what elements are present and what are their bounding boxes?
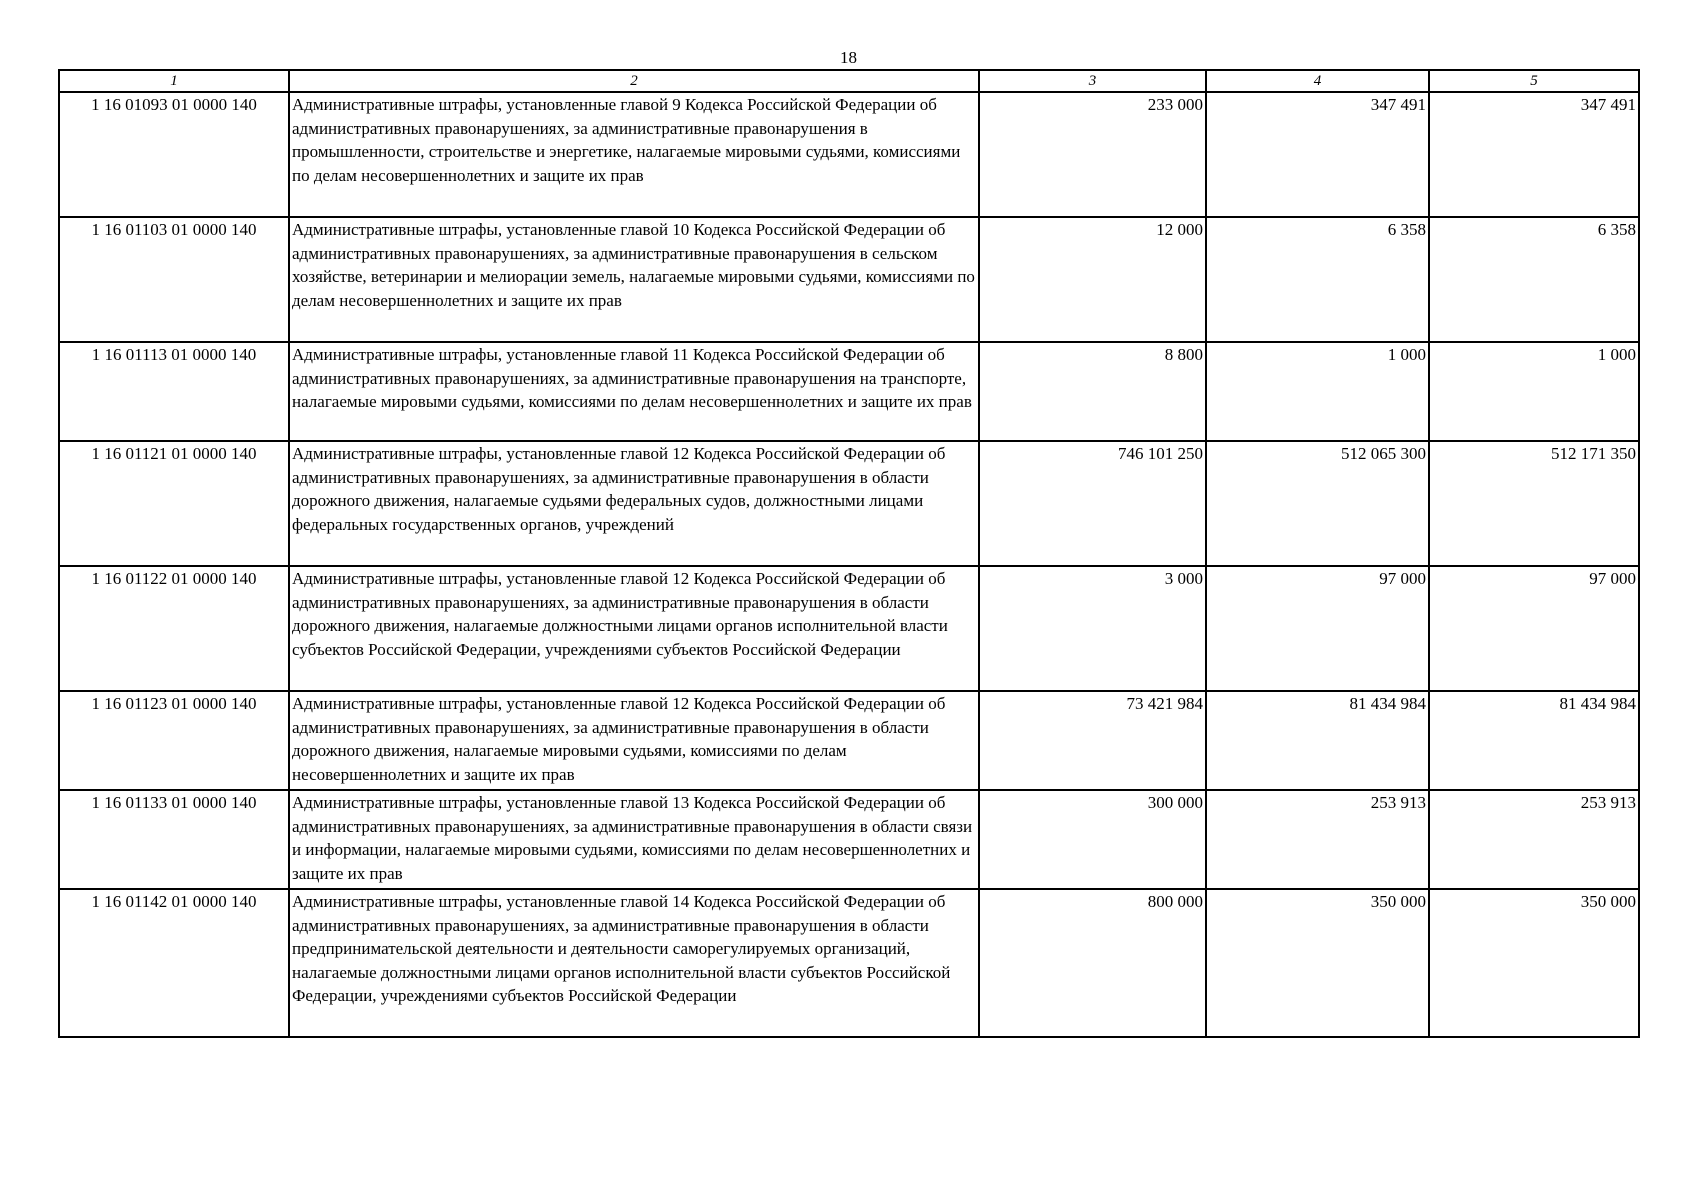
budget-code: 1 16 01142 01 0000 140 [59,889,289,1037]
amount-col-4: 253 913 [1206,790,1429,889]
amount-col-4: 350 000 [1206,889,1429,1037]
amount-col-5: 347 491 [1429,92,1639,217]
table-row [59,566,1639,691]
revenue-description: Административные штрафы, установленные главой 14 Кодекса Российской Федерации об административных правонарушениях, за административные правонарушения в области предпринимательской деятельности и деятельности саморегулируемых организаций, налагаемые должностными лицами органов исполнительной власти субъектов Российской Федерации, учреждениями субъектов Российской Федерации [289,889,979,1037]
amount-col-3: 746 101 250 [979,441,1206,566]
amount-col-4: 6 358 [1206,217,1429,342]
header-col-1: 1 [59,70,289,92]
header-col-5: 5 [1429,70,1639,92]
amount-col-5: 512 171 350 [1429,441,1639,566]
table-header [59,70,1639,92]
amount-col-4: 347 491 [1206,92,1429,217]
revenue-description: Административные штрафы, установленные главой 11 Кодекса Российской Федерации об административных правонарушениях, за административные правонарушения на транспорте, налагаемые мировыми судьями, комиссиями по делам несовершеннолетних и защите их прав [289,342,979,441]
amount-col-3: 12 000 [979,217,1206,342]
budget-code: 1 16 01113 01 0000 140 [59,342,289,441]
table-row [59,217,1639,342]
amount-col-5: 350 000 [1429,889,1639,1037]
header-col-3: 3 [979,70,1206,92]
amount-col-3: 8 800 [979,342,1206,441]
amount-col-5: 253 913 [1429,790,1639,889]
header-col-4: 4 [1206,70,1429,92]
table-row [59,691,1639,790]
header-col-2: 2 [289,70,979,92]
header-row [59,70,1639,92]
amount-col-3: 300 000 [979,790,1206,889]
table-row [59,92,1639,217]
budget-code: 1 16 01133 01 0000 140 [59,790,289,889]
amount-col-5: 6 358 [1429,217,1639,342]
amount-col-3: 73 421 984 [979,691,1206,790]
amount-col-3: 3 000 [979,566,1206,691]
budget-code: 1 16 01123 01 0000 140 [59,691,289,790]
table-row [59,889,1639,1037]
amount-col-5: 97 000 [1429,566,1639,691]
amount-col-3: 800 000 [979,889,1206,1037]
revenue-description: Административные штрафы, установленные главой 12 Кодекса Российской Федерации об административных правонарушениях, за административные правонарушения в области дорожного движения, налагаемые судьями федеральных судов, должностными лицами федеральных государственных органов, учреждений [289,441,979,566]
revenue-description: Административные штрафы, установленные главой 9 Кодекса Российской Федерации об административных правонарушениях, за административные правонарушения в промышленности, строительстве и энергетике, налагаемые мировыми судьями, комиссиями по делам несовершеннолетних и защите их прав [289,92,979,217]
revenue-description: Административные штрафы, установленные главой 13 Кодекса Российской Федерации об административных правонарушениях, за административные правонарушения в области связи и информации, налагаемые мировыми судьями, комиссиями по делам несовершеннолетних и защите их прав [289,790,979,889]
table-row [59,441,1639,566]
amount-col-3: 233 000 [979,92,1206,217]
amount-col-4: 512 065 300 [1206,441,1429,566]
revenue-description: Административные штрафы, установленные главой 10 Кодекса Российской Федерации об административных правонарушениях, за административные правонарушения в сельском хозяйстве, ветеринарии и мелиорации земель, налагаемые мировыми судьями, комиссиями по делам несовершеннолетних и защите их прав [289,217,979,342]
budget-code: 1 16 01122 01 0000 140 [59,566,289,691]
page-number: 18 [840,48,857,67]
table-body [59,92,1639,1037]
amount-col-4: 1 000 [1206,342,1429,441]
amount-col-4: 97 000 [1206,566,1429,691]
amount-col-5: 1 000 [1429,342,1639,441]
revenue-description: Административные штрафы, установленные главой 12 Кодекса Российской Федерации об административных правонарушениях, за административные правонарушения в области дорожного движения, налагаемые должностными лицами органов исполнительной власти субъектов Российской Федерации, учреждениями субъектов Российской Федерации [289,566,979,691]
amount-col-4: 81 434 984 [1206,691,1429,790]
budget-code: 1 16 01103 01 0000 140 [59,217,289,342]
table-row [59,790,1639,889]
amount-col-5: 81 434 984 [1429,691,1639,790]
budget-code: 1 16 01121 01 0000 140 [59,441,289,566]
revenue-table [58,69,1640,1038]
budget-code: 1 16 01093 01 0000 140 [59,92,289,217]
table-row [59,342,1639,441]
revenue-description: Административные штрафы, установленные главой 12 Кодекса Российской Федерации об административных правонарушениях, за административные правонарушения в области дорожного движения, налагаемые мировыми судьями, комиссиями по делам несовершеннолетних и защите их прав [289,691,979,790]
